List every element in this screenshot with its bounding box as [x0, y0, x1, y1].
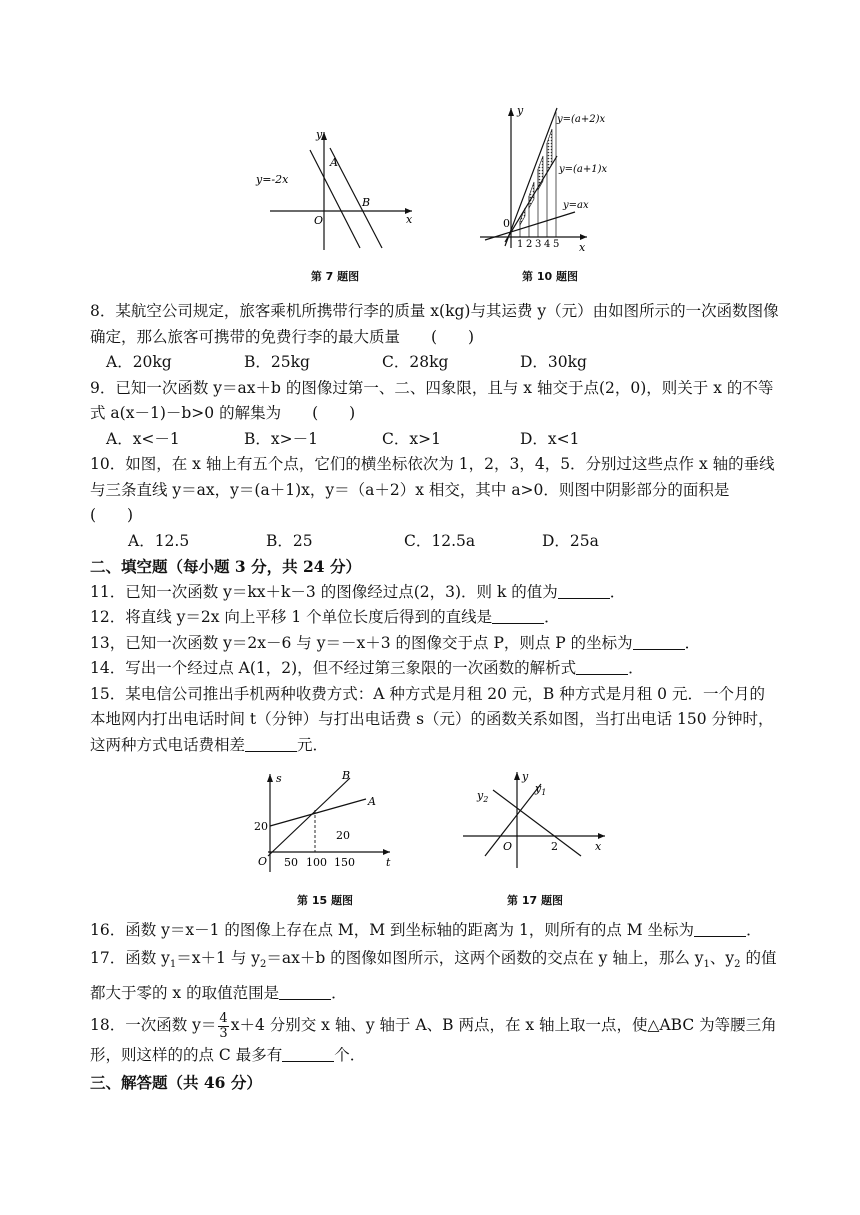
- q18-denominator: 3: [219, 1025, 228, 1041]
- question-15: [90, 682, 780, 759]
- question-10-options: [90, 529, 780, 555]
- questions-16-18: [90, 916, 780, 1097]
- q8-option-d: D．30kg: [520, 353, 587, 371]
- figure-15: [250, 768, 400, 908]
- q17-part-d: 、y: [709, 949, 735, 967]
- q17-end: ．: [331, 984, 347, 1003]
- q18-fraction: [218, 1012, 228, 1041]
- q17-part-e: 的值都大于零的 x 的取值范围是: [90, 949, 777, 1003]
- q13-text: 13，已知一次函数 y＝2x－6 与 y＝－x＋3 的图像交于点 P，则点 P 的坐标为: [90, 633, 633, 652]
- question-8: 8．某航空公司规定，旅客乘机所携带行李的质量 x(kg)与其运费 y（元）由如图所示的一次函数图像确定，那么旅客可携带的免费行李的最大质量 ( ): [90, 302, 779, 346]
- question-17: [90, 944, 780, 1007]
- q17-part-b: ＝x＋1 与 y: [176, 949, 261, 967]
- q18-text-2: x＋4 分别交 x 轴、y 轴于 A、B 两点，在 x 轴上取一点，使△ABC 为等腰三角形，则这样的的点 C 最多有: [90, 1016, 777, 1064]
- q14-text: 14．写出一个经过点 A(1，2)，但不经过第三象限的一次函数的解析式: [90, 659, 577, 677]
- q18-answer-blank[interactable]: [282, 1046, 334, 1062]
- question-16: [90, 916, 780, 944]
- q18-numerator: 4: [219, 1010, 228, 1026]
- q8-option-c: C．28kg: [382, 353, 449, 371]
- question-9: 9．已知一次函数 y＝ax＋b 的图像过第一、二、四象限，且与 x 轴交于点(2，0)，则关于 x 的不等式 a(x－1)－b>0 的解集为 ( ): [90, 378, 774, 422]
- q10-option-b: B．25: [266, 531, 313, 550]
- fig15-inner-20: 20: [336, 829, 350, 842]
- fig7-line-label: y=-2x: [256, 173, 289, 186]
- fig7-point-a: A: [330, 156, 338, 169]
- fig10-line-a: y=ax: [563, 200, 589, 211]
- question-10: 10．如图，在 x 轴上有五个点，它们的横坐标依次为 1，2，3，4，5．分别过这些点作 x 轴的垂线与三条直线 y＝ax，y＝(a＋1)x，y＝（a＋2）x 相交，其中 a>0．则图中阴影部分的面积是 ( ): [90, 455, 775, 524]
- figure-17: [455, 768, 615, 908]
- figure-15-graph: [250, 768, 400, 880]
- fig15-t-tick-100: 100: [306, 856, 327, 869]
- figure-17-caption: 第 17 题图: [507, 894, 563, 907]
- q9-option-d: D．x<1: [520, 429, 580, 448]
- q17-part-a: 17．函数 y: [90, 949, 170, 967]
- fig10-line-a2: y=(a+2)x: [557, 114, 606, 125]
- q13-answer-blank[interactable]: [633, 634, 685, 650]
- q10-option-a: A．12.5: [128, 531, 190, 550]
- question-11: [90, 580, 780, 606]
- q11-end: ．: [609, 582, 626, 601]
- fig15-t-tick-150: 150: [334, 856, 355, 869]
- fig10-tick-2: 2: [526, 239, 533, 250]
- fig15-s-label: s: [276, 772, 282, 785]
- q14-end: ．: [628, 659, 644, 677]
- q10-option-c: C．12.5a: [404, 531, 476, 550]
- q13-end: ．: [684, 633, 701, 652]
- q9-option-a: A．x<－1: [106, 429, 180, 448]
- fig10-tick-3: 3: [535, 239, 542, 250]
- q9-option-b: B．x>－1: [244, 429, 318, 448]
- q16-answer-blank[interactable]: [694, 921, 746, 937]
- fig15-line-b: B: [342, 769, 351, 782]
- q18-text: 18．一次函数 y＝: [90, 1016, 217, 1035]
- figure-7-graph: [250, 120, 420, 260]
- q12-answer-blank[interactable]: [492, 608, 544, 624]
- fig15-origin-label: O: [258, 855, 268, 868]
- fig7-x-label: x: [406, 213, 413, 226]
- q9-option-c: C．x>1: [382, 429, 441, 448]
- question-14: [90, 656, 780, 682]
- question-13: [90, 631, 780, 657]
- q17-sub-3: 1: [703, 959, 710, 971]
- fig17-y2-label: $y_2$: [477, 789, 489, 804]
- q17-part-c: ＝ax＋b 的图像如图所示，这两个函数的交点在 y 轴上，那么 y: [266, 949, 704, 967]
- q17-sub-2: 2: [260, 959, 267, 971]
- fig17-x-label: x: [595, 840, 602, 853]
- q12-text: 12．将直线 y＝2x 向上平移 1 个单位长度后得到的直线是: [90, 608, 493, 626]
- fig17-x-tick-2: 2: [551, 840, 558, 853]
- questions-8-15: [90, 299, 780, 758]
- fig7-y-label: y: [316, 128, 323, 141]
- q16-text: 16．函数 y＝x－1 的图像上存在点 M，M 到坐标轴的距离为 1，则所有的点 M 坐标为: [90, 921, 695, 939]
- q18-end: 个．: [334, 1045, 366, 1064]
- figure-10: [475, 100, 625, 285]
- q11-answer-blank[interactable]: [558, 583, 610, 599]
- q11-text: 11．已知一次函数 y＝kx＋k－3 的图像经过点(2，3)．则 k 的值为: [90, 582, 558, 601]
- fig10-tick-5: 5: [553, 239, 560, 250]
- q16-end: ．: [746, 921, 762, 939]
- figure-7: [250, 120, 420, 285]
- q17-sub-1: 1: [169, 959, 177, 971]
- q14-answer-blank[interactable]: [576, 659, 628, 675]
- q15-end: 元．: [297, 735, 329, 754]
- fig17-y1-label: $y_1$: [535, 782, 547, 797]
- fig17-y-label: y: [522, 770, 529, 783]
- question-8-options: [90, 350, 780, 376]
- fig15-t-tick-50: 50: [284, 856, 298, 869]
- fig15-line-a: A: [368, 795, 376, 808]
- figure-10-caption: 第 10 题图: [522, 270, 578, 283]
- section-2-heading: 二、填空题（每小题 3 分，共 24 分）: [90, 557, 361, 576]
- fig7-origin-label: O: [314, 214, 324, 227]
- question-12: [90, 605, 780, 631]
- q15-answer-blank[interactable]: [245, 736, 297, 752]
- q17-answer-blank[interactable]: [279, 984, 331, 1000]
- figure-17-graph: [455, 768, 615, 880]
- fig10-line-a1: y=(a+1)x: [559, 164, 608, 175]
- fig10-tick-4: 4: [544, 239, 551, 250]
- fig17-origin-label: O: [503, 840, 513, 853]
- q15-text: 15．某电信公司推出手机两种收费方式：A 种方式是月租 20 元，B 种方式是月租 0 元．一个月的本地网内打出电话时间 t（分钟）与打出电话费 s（元）的函数关系如图，当打出电话 150 分钟时，这两种方式电话费相差: [90, 684, 774, 754]
- q17-sub-4: 2: [734, 959, 741, 971]
- q8-option-b: B．25kg: [244, 353, 310, 371]
- fig15-t-label: t: [386, 856, 391, 869]
- q12-end: ．: [544, 608, 560, 626]
- fig10-origin-label: 0: [503, 217, 510, 230]
- figure-15-caption: 第 15 题图: [297, 894, 353, 907]
- question-9-options: [90, 427, 780, 453]
- q8-option-a: A．20kg: [106, 353, 172, 371]
- question-18: [90, 1011, 780, 1069]
- fig10-x-label: x: [579, 241, 586, 254]
- fig10-tick-1: 1: [517, 239, 524, 250]
- section-3-heading: 三、解答题（共 46 分）: [90, 1072, 262, 1092]
- q10-option-d: D．25a: [542, 531, 599, 550]
- figure-10-graph: [475, 100, 625, 255]
- fig15-y-tick-20: 20: [254, 820, 268, 833]
- figure-7-caption: 第 7 题图: [310, 270, 360, 283]
- fig7-point-b: B: [362, 196, 371, 209]
- fig10-y-label: y: [517, 104, 524, 117]
